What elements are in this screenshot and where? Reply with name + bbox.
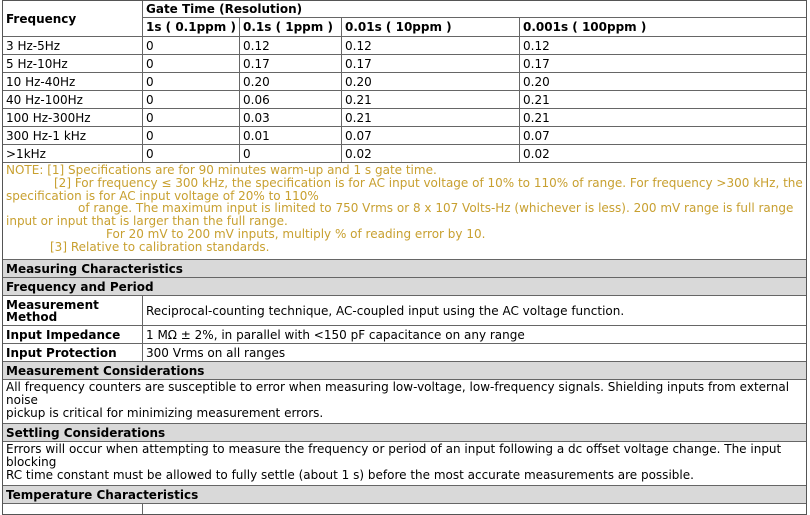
frequency-cell: 300 Hz-1 kHz xyxy=(3,127,143,144)
section-header-settling xyxy=(3,424,806,442)
value-cell: 0 xyxy=(143,73,240,90)
frequency-cell: 40 Hz-100Hz xyxy=(3,91,143,108)
table-row xyxy=(3,145,806,163)
paragraph-line: Errors will occur when attempting to measure the frequency or period of an input following a dc offset voltage change. The input blocking xyxy=(6,442,782,469)
section-header-temperature xyxy=(3,486,806,504)
section-title: Measuring Characteristics xyxy=(6,261,183,276)
spec-label: Input Protection xyxy=(3,344,143,361)
paragraph-line: All frequency counters are susceptible to error when measuring low-voltage, low-frequency signals. Shielding inputs from external noise xyxy=(6,380,790,407)
spec-value: 300 Vrms on all ranges xyxy=(146,345,286,360)
table-header xyxy=(3,1,806,37)
notes-block xyxy=(3,163,806,259)
section-title: Settling Considerations xyxy=(6,425,166,440)
value-cell: 0.12 xyxy=(523,38,550,53)
spec-value: Reciprocal-counting technique, AC-coupled input using the AC voltage function. xyxy=(146,303,625,318)
value-cell: 0.21 xyxy=(523,92,550,107)
frequency-cell: 3 Hz-5Hz xyxy=(3,37,143,54)
value-cell: 0.03 xyxy=(240,109,342,126)
spec-table xyxy=(2,0,807,515)
value-cell: 0.17 xyxy=(342,55,520,72)
value-cell: 0.20 xyxy=(342,73,520,90)
value-cell: 0.12 xyxy=(240,37,342,54)
note-line: NOTE: [1] Specifications are for 90 minutes warm-up and 1 s gate time. xyxy=(6,163,437,177)
spec-label: Measurement Method xyxy=(3,296,143,325)
table-row xyxy=(3,127,806,145)
note-line: For 20 mV to 200 mV inputs, multiply % of reading error by 10. xyxy=(106,226,486,241)
frequency-header: Frequency xyxy=(3,1,143,36)
value-cell: 0 xyxy=(240,145,342,162)
column-header: 0.01s ( 10ppm ) xyxy=(342,18,520,36)
gate-time-title: Gate Time (Resolution) xyxy=(143,1,806,18)
value-cell: 0.20 xyxy=(240,73,342,90)
spec-row-method xyxy=(3,296,806,326)
value-cell: 0.17 xyxy=(523,56,550,71)
value-cell: 0.07 xyxy=(342,127,520,144)
spec-row-impedance xyxy=(3,326,806,344)
value-cell: 0.02 xyxy=(523,146,550,161)
value-cell: 0.07 xyxy=(523,128,550,143)
frequency-cell: >1kHz xyxy=(3,145,143,162)
value-cell: 0 xyxy=(143,55,240,72)
column-header: 0.001s ( 100ppm ) xyxy=(523,20,647,34)
measurement-considerations-text xyxy=(3,380,806,424)
value-cell: 0.21 xyxy=(523,110,550,125)
value-cell: 0 xyxy=(143,127,240,144)
paragraph xyxy=(3,442,806,485)
gate-time-columns xyxy=(143,18,806,36)
section-header-measuring xyxy=(3,260,806,278)
value-cell: 0.12 xyxy=(342,37,520,54)
table-row xyxy=(3,55,806,73)
value-cell: 0.17 xyxy=(240,55,342,72)
frequency-cell: 100 Hz-300Hz xyxy=(3,109,143,126)
value-cell: 0 xyxy=(143,145,240,162)
paragraph-line: RC time constant must be allowed to fully settle (about 1 s) before the most accurate measurements are possible. xyxy=(6,468,694,482)
note-line: [3] Relative to calibration standards. xyxy=(50,239,270,254)
settling-considerations-text xyxy=(3,442,806,486)
value-cell: 0.01 xyxy=(240,127,342,144)
value-cell: 0.02 xyxy=(342,145,520,162)
table-row xyxy=(3,73,806,91)
table-row xyxy=(3,109,806,127)
value-cell: 0 xyxy=(143,109,240,126)
section-title: Measurement Considerations xyxy=(6,363,205,378)
column-header: 0.1s ( 1ppm ) xyxy=(240,18,342,36)
section-header-measurement-considerations xyxy=(3,362,806,380)
section-title: Temperature Characteristics xyxy=(6,487,199,502)
note-line: [2] For frequency ≤ 300 kHz, the specification is for AC input voltage of 10% to 110% of range. For frequency >300 kHz, the specification is for AC input voltage of 20% to 110% xyxy=(6,175,807,203)
table-row xyxy=(3,37,806,55)
value-cell: 0 xyxy=(143,91,240,108)
spec-label: Input Impedance xyxy=(3,326,143,343)
column-header: 1s ( 0.1ppm ) xyxy=(143,18,240,36)
paragraph xyxy=(3,380,806,423)
table-row xyxy=(3,91,806,109)
note-line: of range. The maximum input is limited to 750 Vrms or 8 x 107 Volts-Hz (whichever is less). 200 mV range is full range input or input that is larger than the full range. xyxy=(6,201,798,229)
value-cell: 0.21 xyxy=(342,91,520,108)
paragraph-line: pickup is critical for minimizing measurement errors. xyxy=(6,406,324,420)
value-cell: 0 xyxy=(143,37,240,54)
value-cell: 0.06 xyxy=(240,91,342,108)
notes-row xyxy=(3,163,806,260)
spec-row-protection xyxy=(3,344,806,362)
gate-time-header xyxy=(143,1,806,36)
section-header-frequency-period xyxy=(3,278,806,296)
frequency-cell: 5 Hz-10Hz xyxy=(3,55,143,72)
value-cell: 0.21 xyxy=(342,109,520,126)
section-title: Frequency and Period xyxy=(6,279,154,294)
spec-value: 1 MΩ ± 2%, in parallel with <150 pF capacitance on any range xyxy=(146,327,525,342)
value-cell: 0.20 xyxy=(523,74,550,89)
frequency-cell: 10 Hz-40Hz xyxy=(3,73,143,90)
